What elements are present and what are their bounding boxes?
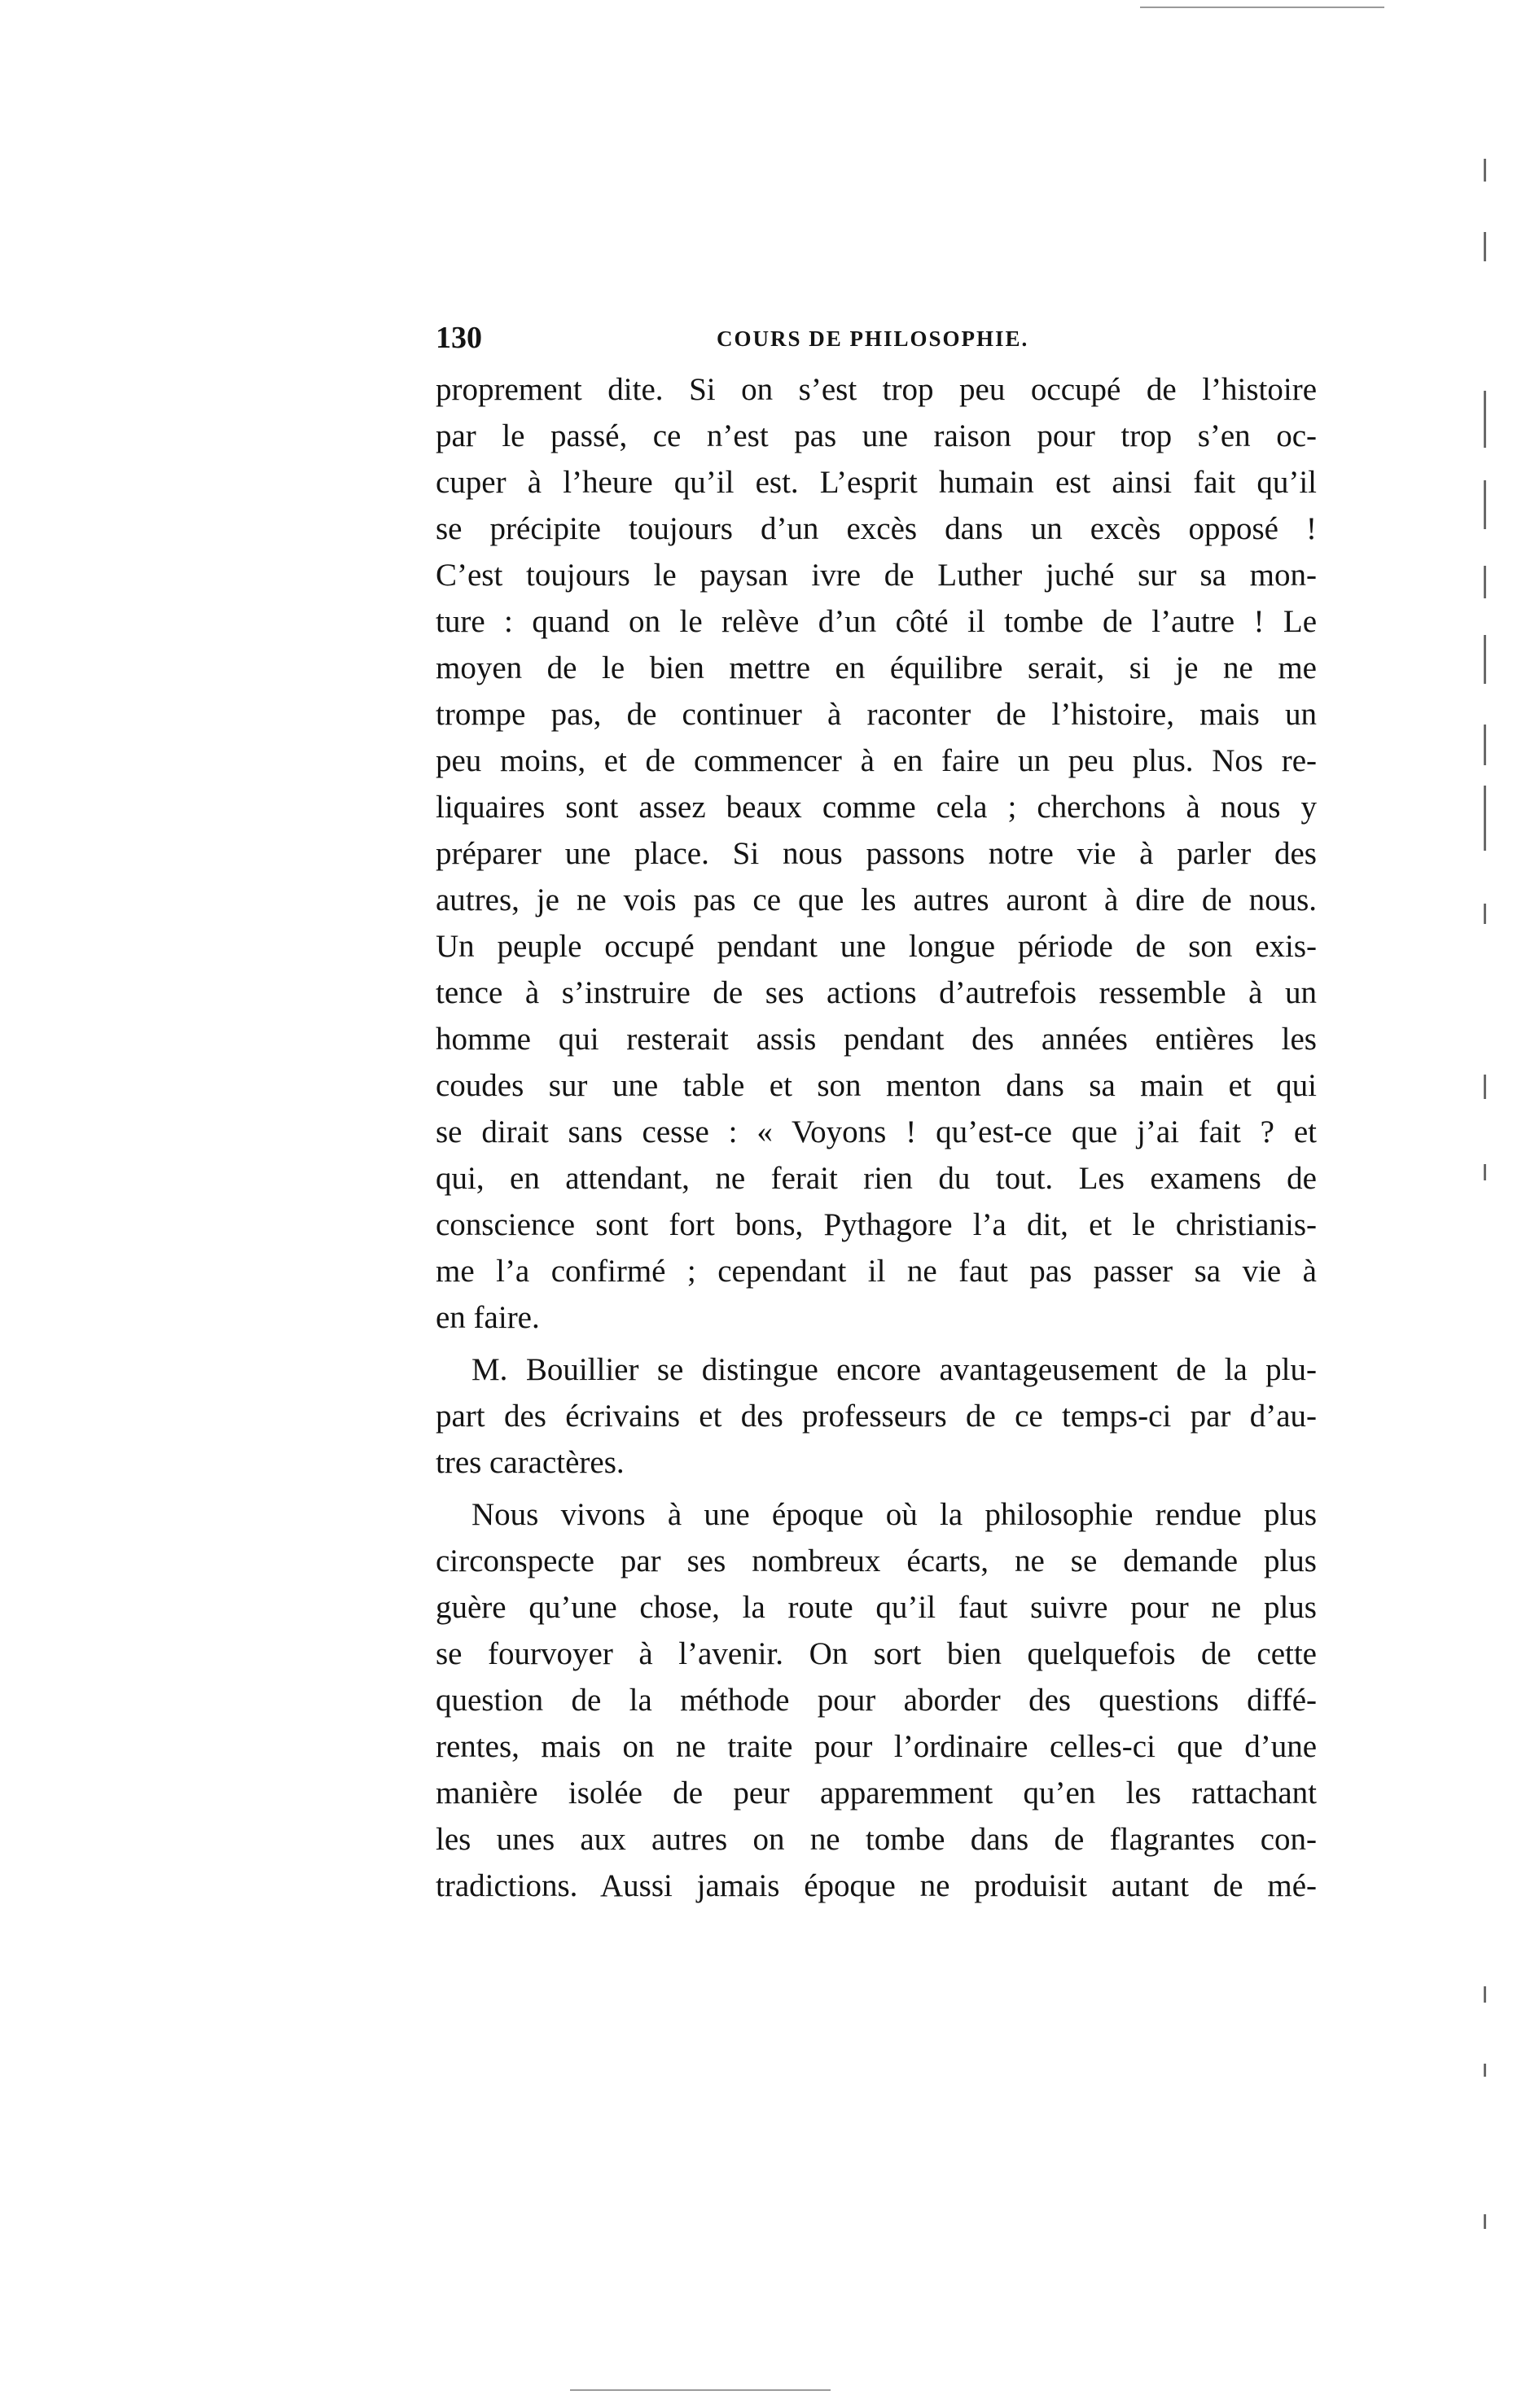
text-line: Un peuple occupé pendant une longue période de son exis- (436, 929, 1317, 964)
paragraph (436, 1491, 1317, 1909)
text-line: autres, je ne vois pas ce que les autres auront à dire de nous. (436, 882, 1317, 917)
text-line: guère qu’une chose, la route qu’il faut suivre pour ne plus (436, 1590, 1317, 1625)
scan-margin-mark (1484, 480, 1486, 529)
text-body (436, 366, 1317, 1909)
scan-margin-mark (1484, 1986, 1486, 2003)
text-line: circonspecte par ses nombreux écarts, ne se demande plus (436, 1543, 1317, 1578)
text-line: part des écrivains et des professeurs de ce temps-ci par d’au- (436, 1399, 1317, 1434)
text-line: par le passé, ce n’est pas une raison pour trop s’en oc- (436, 418, 1317, 453)
text-line: les unes aux autres on ne tombe dans de flagrantes con- (436, 1822, 1317, 1857)
scan-margin-mark (1484, 159, 1486, 182)
scan-margin-mark (1484, 904, 1486, 924)
text-line: qui, en attendant, ne ferait rien du tout. Les examens de (436, 1161, 1317, 1196)
page-number: 130 (436, 321, 482, 355)
scan-margin-mark (1484, 232, 1486, 261)
text-line: coudes sur une table et son menton dans sa main et qui (436, 1068, 1317, 1103)
text-line: peu moins, et de commencer à en faire un peu plus. Nos re- (436, 743, 1317, 778)
text-line: question de la méthode pour aborder des questions diffé- (436, 1683, 1317, 1718)
text-line: se précipite toujours d’un excès dans un excès opposé ! (436, 511, 1317, 546)
text-line: en faire. (436, 1300, 540, 1335)
text-line: me l’a confirmé ; cependant il ne faut pas passer sa vie à (436, 1254, 1317, 1289)
scan-margin-mark (1484, 2064, 1486, 2077)
text-line: se fourvoyer à l’avenir. On sort bien quelquefois de cette (436, 1636, 1317, 1671)
text-line: ture : quand on le relève d’un côté il tombe de l’autre ! Le (436, 604, 1317, 639)
scan-margin-mark (1484, 2214, 1486, 2229)
text-line: tradictions. Aussi jamais époque ne produisit autant de mé- (436, 1868, 1317, 1903)
text-line: manière isolée de peur apparemment qu’en les rattachant (436, 1775, 1317, 1810)
text-line: rentes, mais on ne traite pour l’ordinaire celles-ci que d’une (436, 1729, 1317, 1764)
text-line: trompe pas, de continuer à raconter de l’histoire, mais un (436, 697, 1317, 732)
scan-edge-bottom (570, 2389, 831, 2391)
scan-margin-mark (1484, 635, 1486, 684)
text-line: Nous vivons à une époque où la philosophie rendue plus (471, 1497, 1317, 1532)
scan-margin-mark (1484, 725, 1486, 765)
text-line: cuper à l’heure qu’il est. L’esprit humain est ainsi fait qu’il (436, 465, 1317, 500)
running-title: COURS DE PHILOSOPHIE. (717, 326, 1029, 351)
text-line: liquaires sont assez beaux comme cela ; cherchons à nous y (436, 790, 1317, 825)
scan-margin-mark (1484, 391, 1486, 448)
page-header (436, 320, 1317, 361)
text-line: proprement dite. Si on s’est trop peu occupé de l’histoire (436, 372, 1317, 407)
text-line: conscience sont fort bons, Pythagore l’a dit, et le christianis- (436, 1207, 1317, 1242)
scan-margin-mark (1484, 1075, 1486, 1099)
scan-margin-mark (1484, 566, 1486, 598)
text-line: préparer une place. Si nous passons notre vie à parler des (436, 836, 1317, 871)
scan-margin-mark (1484, 786, 1486, 851)
text-line: tres caractères. (436, 1445, 625, 1480)
text-line: homme qui resterait assis pendant des années entières les (436, 1022, 1317, 1057)
paragraph (436, 1346, 1317, 1486)
scan-margin-mark (1484, 1164, 1486, 1180)
text-line: moyen de le bien mettre en équilibre serait, si je ne me (436, 650, 1317, 685)
paragraph (436, 366, 1317, 1341)
text-line: C’est toujours le paysan ivre de Luther juché sur sa mon- (436, 558, 1317, 593)
text-line: tence à s’instruire de ses actions d’autrefois ressemble à un (436, 975, 1317, 1010)
scan-edge-top (1140, 7, 1384, 8)
text-line: se dirait sans cesse : « Voyons ! qu’est-ce que j’ai fait ? et (436, 1114, 1317, 1149)
text-line: M. Bouillier se distingue encore avantageusement de la plu- (471, 1352, 1317, 1387)
